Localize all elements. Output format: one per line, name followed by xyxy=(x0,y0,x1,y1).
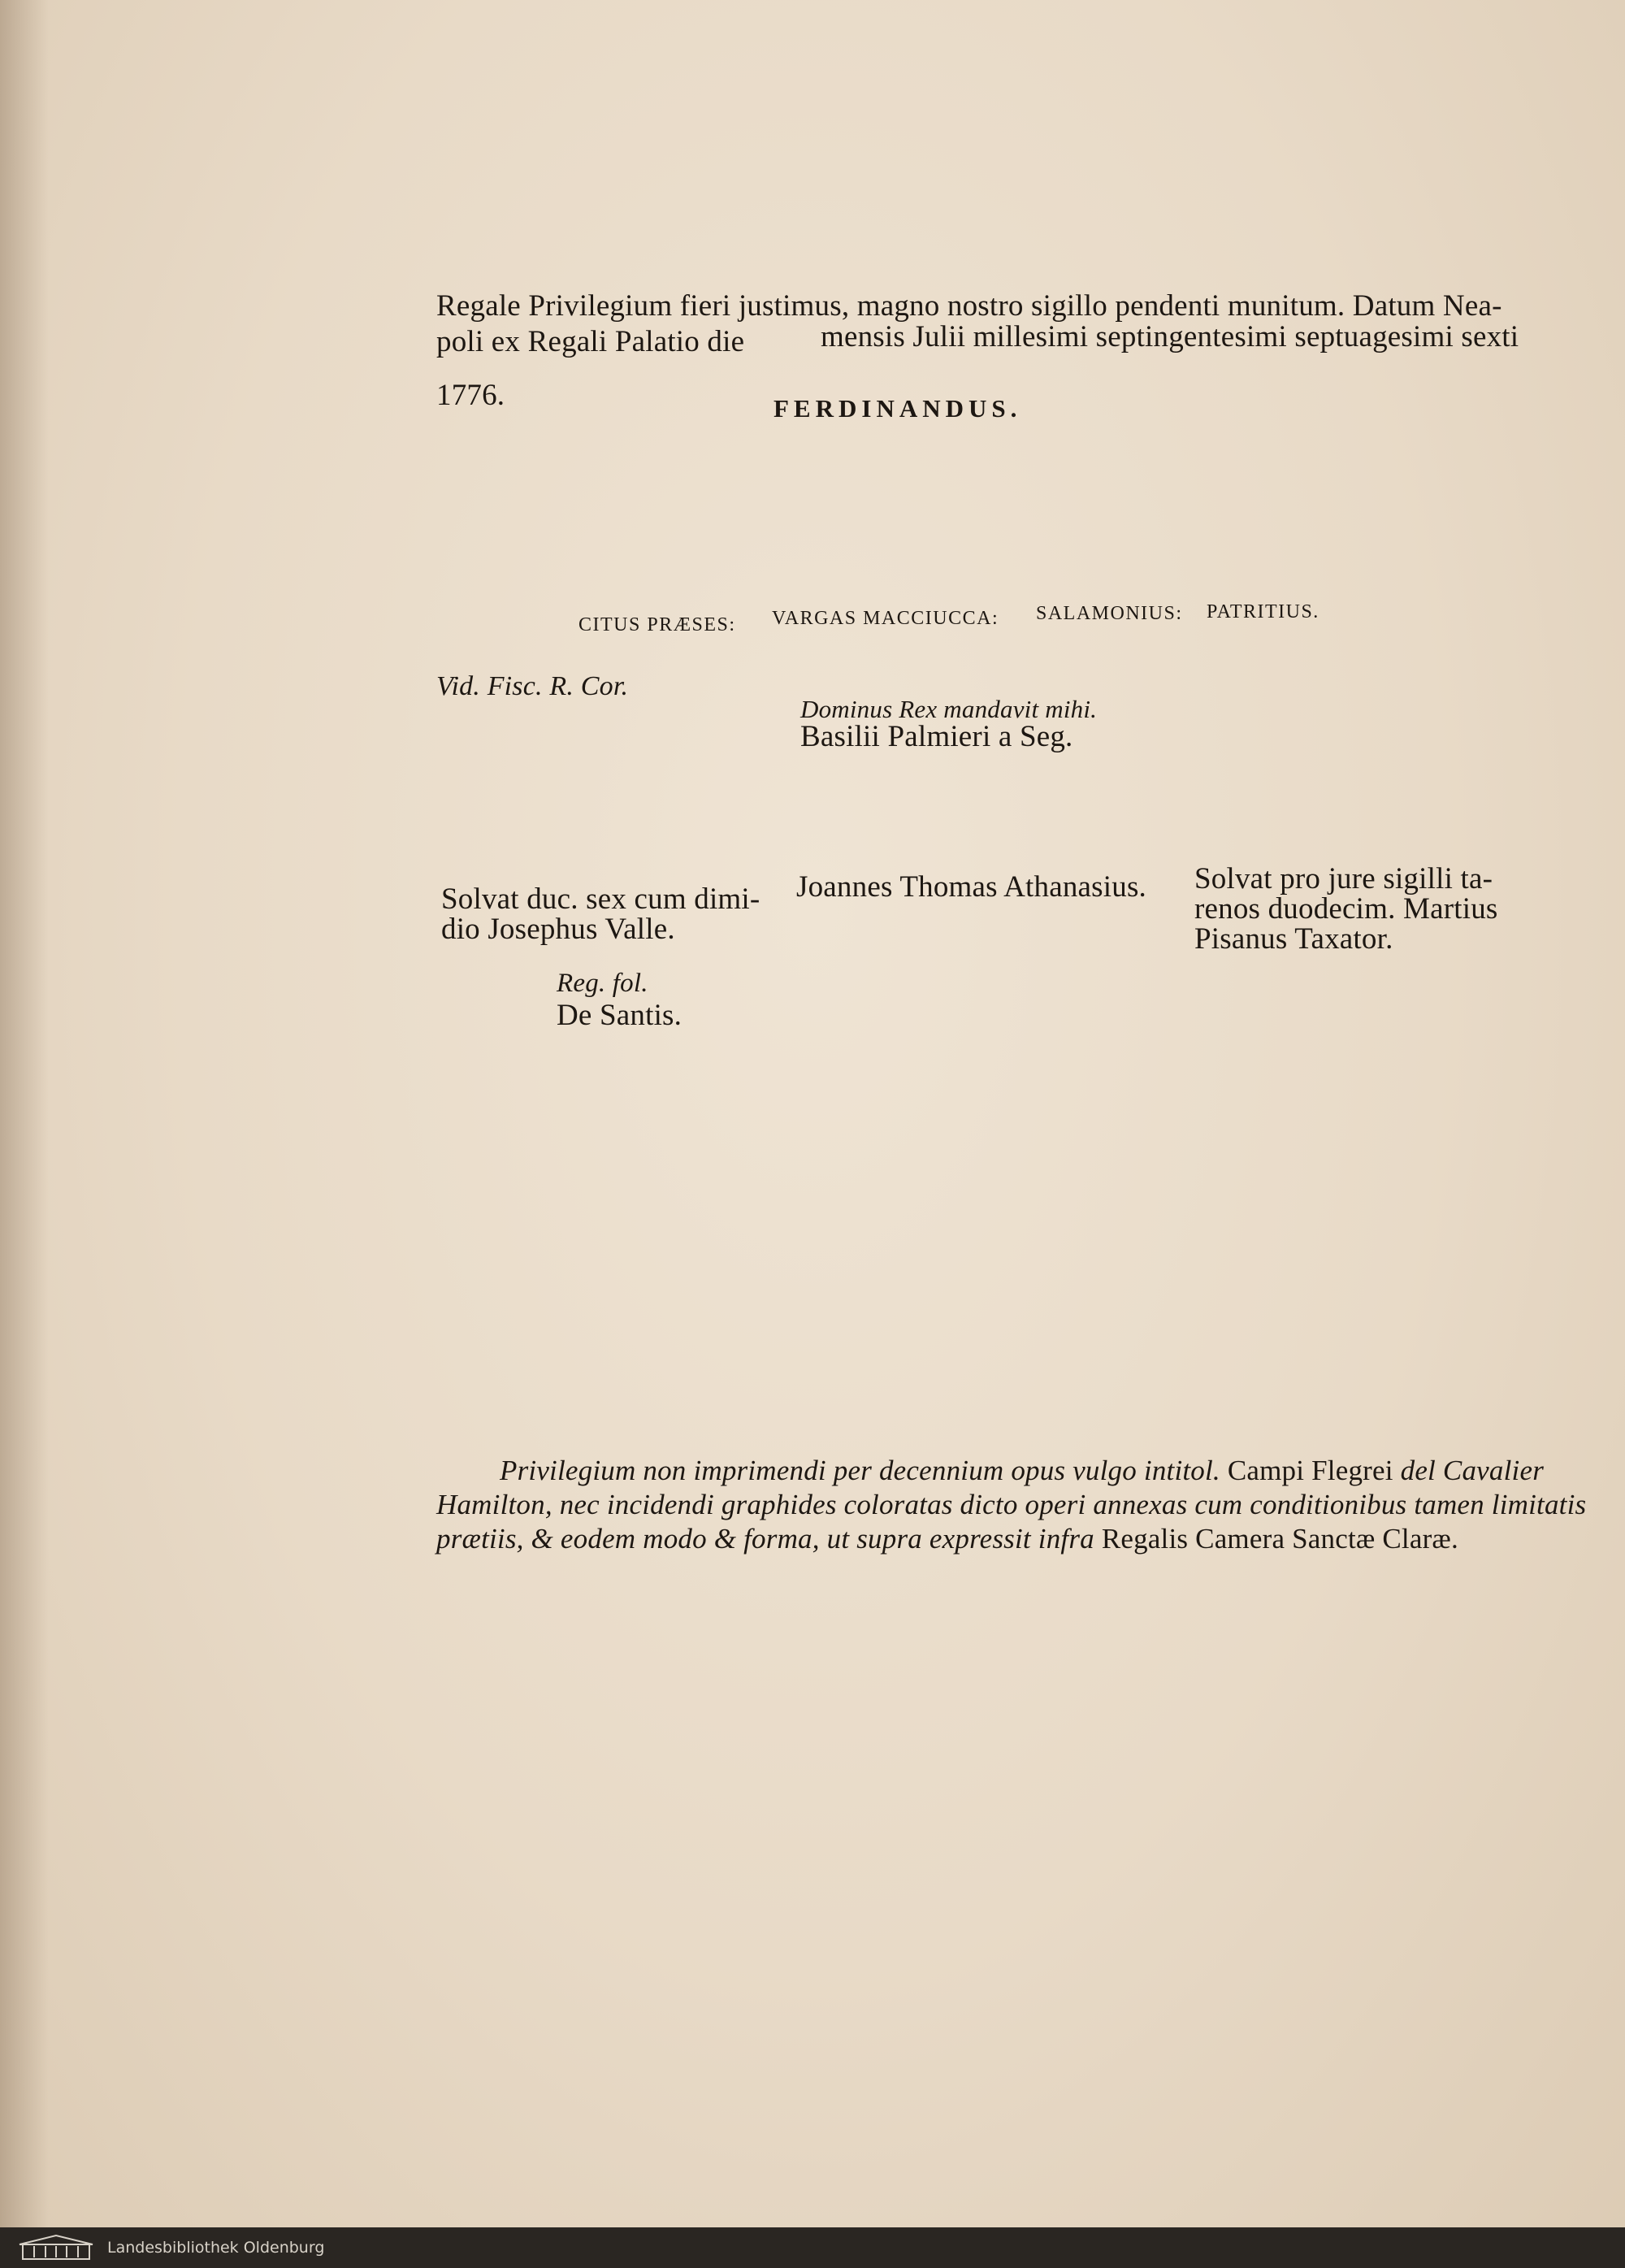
dominus-line2: Basilii Palmieri a Seg. xyxy=(800,720,1073,753)
signatory-vargas: VARGAS MACCIUCCA: xyxy=(772,608,999,629)
paragraph1-line3-date: 1776. xyxy=(436,379,505,412)
privilegium-line1 xyxy=(500,1455,1544,1487)
paragraph1-line1: Regale Privilegium fieri justimus, magno nostro sigillo pendenti munitum. Datum Nea- xyxy=(436,289,1502,323)
signatory-patritius: PATRITIUS. xyxy=(1207,601,1320,622)
paragraph1-line2-part2: mensis Julii millesimi septingentesimi septuagesimi sexti xyxy=(821,320,1519,353)
privilegium-line1-title: Campi Flegrei xyxy=(1227,1455,1393,1486)
solvat-right-line2: renos duodecim. Martius xyxy=(1194,892,1498,926)
solvat-left-line1: Solvat duc. sex cum dimi- xyxy=(441,882,760,916)
footer-bar xyxy=(0,2227,1625,2268)
page-gutter-shadow xyxy=(0,0,49,2268)
solvat-left-line2: dio Josephus Valle. xyxy=(441,913,675,946)
solvat-right-line3: Pisanus Taxator. xyxy=(1194,922,1393,956)
privilegium-line3-italic: prætiis, & eodem modo & forma, ut supra expressit infra xyxy=(436,1523,1094,1555)
footer-label: Landesbibliothek Oldenburg xyxy=(107,2239,325,2257)
reg-fol-line1: Reg. fol. xyxy=(557,969,648,998)
privilegium-line3-roman: Regalis Camera Sanctæ Claræ. xyxy=(1101,1523,1458,1555)
library-building-icon xyxy=(16,2233,96,2262)
privilegium-line3 xyxy=(436,1523,1458,1555)
signatory-citus: CITUS PRÆSES: xyxy=(578,614,736,635)
privilegium-line1-italic: Privilegium non imprimendi per decennium opus vulgo intitol. xyxy=(500,1455,1220,1486)
king-signature: FERDINANDUS. xyxy=(774,394,1022,423)
privilegium-line2: Hamilton, nec incidendi graphides coloratas dicto operi annexas cum conditionibus tamen limitatis xyxy=(436,1489,1587,1520)
solvat-right-line1: Solvat pro jure sigilli ta- xyxy=(1194,862,1493,895)
joannes-signature: Joannes Thomas Athanasius. xyxy=(796,870,1147,904)
paragraph1-line2-part1: poli ex Regali Palatio die xyxy=(436,325,745,358)
vid-fisc-note: Vid. Fisc. R. Cor. xyxy=(436,671,629,701)
signatory-salamonius: SALAMONIUS: xyxy=(1036,603,1183,624)
reg-fol-line2: De Santis. xyxy=(557,999,682,1032)
privilegium-line1-italic2: del Cavalier xyxy=(1400,1455,1545,1486)
dominus-line1: Dominus Rex mandavit mihi. xyxy=(800,695,1098,723)
